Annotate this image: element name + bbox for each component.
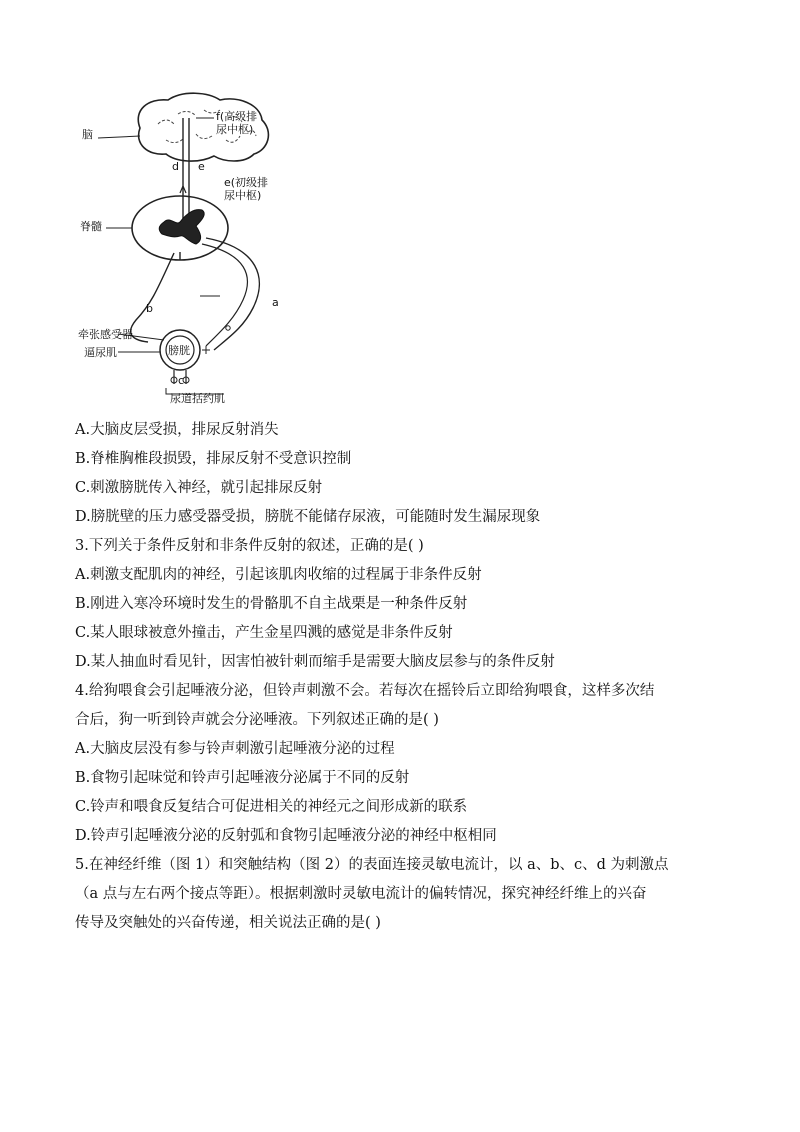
label-brain: 脑: [82, 128, 93, 141]
q3-option-a: A.刺激支配肌肉的神经，引起该肌肉收缩的过程属于非条件反射: [75, 567, 482, 583]
q2-option-b: B.脊椎胸椎段损毁，排尿反射不受意识控制: [75, 451, 352, 467]
reflex-diagram: [78, 88, 308, 413]
q4-option-b: B.食物引起味觉和铃声引起唾液分泌属于不同的反射: [75, 770, 410, 786]
reflex-diagram-drawing: [78, 88, 308, 413]
label-d: d: [172, 160, 179, 173]
label-stretch-receptor: 牵张感受器: [78, 328, 133, 341]
q4-stem-line2: 合后，狗一听到铃声就会分泌唾液。下列叙述正确的是( ): [75, 712, 439, 728]
label-e-line: e: [198, 160, 205, 173]
q2-option-d: D.膀胱壁的压力感受器受损，膀胱不能储存尿液，可能随时发生漏尿现象: [75, 509, 541, 525]
q2-option-a: A.大脑皮层受损，排尿反射消失: [75, 422, 279, 438]
q4-option-c: C.铃声和喂食反复结合可促进相关的神经元之间形成新的联系: [75, 799, 468, 815]
label-a: a: [272, 296, 279, 309]
label-sphincter: 尿道括约肌: [170, 392, 225, 405]
q2-option-c: C.刺激膀胱传入神经，就引起排尿反射: [75, 480, 323, 496]
label-c: c: [178, 374, 185, 387]
label-bladder: 膀胱: [168, 344, 190, 357]
q5-stem-line1: 5.在神经纤维（图 1）和突触结构（图 2）的表面连接灵敏电流计，以 a、b、c、d 为刺激点: [75, 857, 669, 873]
q5-stem-line3: 传导及突触处的兴奋传递，相关说法正确的是( ): [75, 915, 381, 931]
label-b: b: [146, 302, 153, 315]
q4-option-a: A.大脑皮层没有参与铃声刺激引起唾液分泌的过程: [75, 741, 395, 757]
q5-stem-line2: （a 点与左右两个接点等距）。根据刺激时灵敏电流计的偏转情况，探究神经纤维上的兴奋: [75, 886, 647, 902]
label-f-center: f(高级排 尿中枢): [216, 110, 258, 136]
q3-option-d: D.某人抽血时看见针，因害怕被针刺而缩手是需要大脑皮层参与的条件反射: [75, 654, 555, 670]
label-spinal-cord: 脊髓: [80, 220, 102, 233]
label-e-center: e(初级排 尿中枢): [224, 176, 269, 202]
label-detrusor: 逼尿肌: [84, 346, 117, 359]
q4-stem-line1: 4.给狗喂食会引起唾液分泌，但铃声刺激不会。若每次在摇铃后立即给狗喂食，这样多次结: [75, 683, 655, 699]
q4-option-d: D.铃声引起唾液分泌的反射弧和食物引起唾液分泌的神经中枢相同: [75, 828, 497, 844]
q3-stem: 3.下列关于条件反射和非条件反射的叙述，正确的是( ): [75, 538, 424, 554]
q3-option-c: C.某人眼球被意外撞击，产生金星四溅的感觉是非条件反射: [75, 625, 453, 641]
question-text: [75, 416, 735, 938]
gray-matter: [159, 210, 204, 244]
q3-option-b: B.刚进入寒冷环境时发生的骨骼肌不自主战栗是一种条件反射: [75, 596, 468, 612]
